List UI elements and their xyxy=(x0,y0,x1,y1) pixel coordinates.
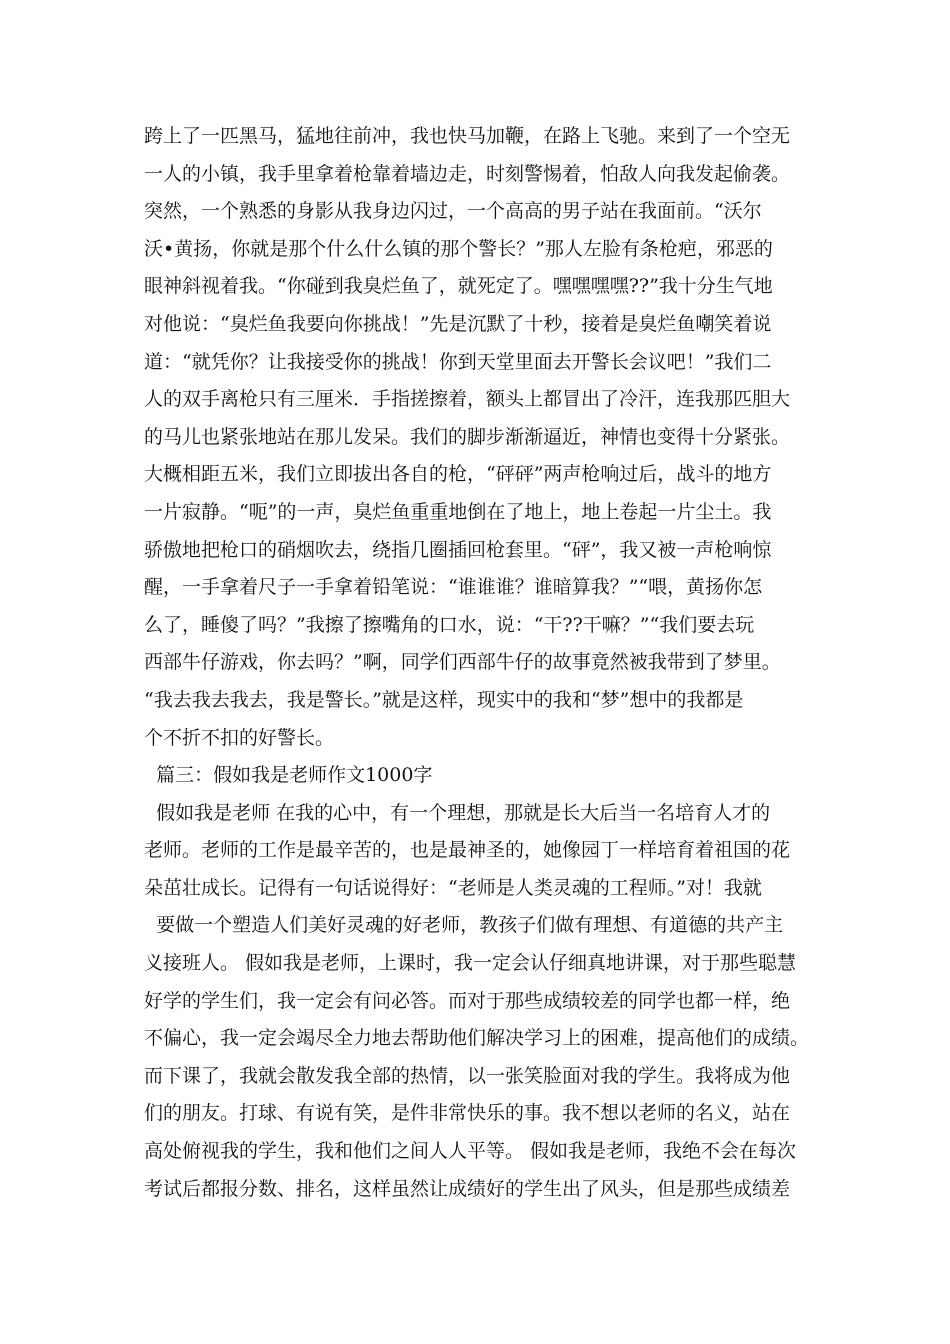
text-line: 要做一个塑造人们美好灵魂的好老师，教孩子们做有理想、有道德的共产主 xyxy=(144,914,784,937)
document-body xyxy=(144,118,814,1208)
text-line: 道：“就凭你？让我接受你的挑战！你到天堂里面去开警长会议吧！”我们二 xyxy=(144,350,772,373)
text-line: 么了，睡傻了吗？”我擦了擦嘴角的口水，说：“干??干嘛？”“我们要去玩 xyxy=(144,613,755,636)
text-line: 高处俯视我的学生，我和他们之间人人平等。 假如我是老师，我绝不会在每次 xyxy=(144,1140,797,1163)
text-line: 假如我是老师 在我的心中，有一个理想，那就是长大后当一名培育人才的 xyxy=(144,801,771,824)
text-line: 考试后都报分数、排名，这样虽然让成绩好的学生出了风头，但是那些成绩差 xyxy=(144,1177,791,1200)
text-line: 醒，一手拿着尺子一手拿着铅笔说：“谁谁谁？谁暗算我？”“喂，黄扬你怎 xyxy=(144,576,763,599)
text-line: 个不折不扣的好警长。 xyxy=(144,726,335,749)
text-line: 义接班人。 假如我是老师，上课时，我一定会认仔细真地讲课，对于那些聪慧 xyxy=(144,952,797,975)
text-line: 沃•黄扬，你就是那个什么什么镇的那个警长？”那人左脸有条枪疤，邪恶的 xyxy=(144,237,773,260)
text-line: 西部牛仔游戏，你去吗？”啊，同学们西部牛仔的故事竟然被我带到了梦里。 xyxy=(144,651,781,674)
text-line: 好学的学生们，我一定会有问必答。而对于那些成绩较差的同学也都一样，绝 xyxy=(144,989,791,1012)
text-line: 不偏心，我一定会竭尽全力地去帮助他们解决学习上的困难，提高他们的成绩。 xyxy=(144,1027,810,1050)
text-line: 骄傲地把枪口的硝烟吹去，绕指几圈插回枪套里。“砰”，我又被一声枪响惊 xyxy=(144,538,772,561)
text-line: 人的双手离枪只有三厘米．手指搓擦着，额头上都冒出了冷汗，连我那匹胆大 xyxy=(144,388,791,411)
text-line: 眼神斜视着我。“你碰到我臭烂鱼了，就死定了。嘿嘿嘿嘿??”我十分生气地 xyxy=(144,275,773,298)
text-line: 朵茁壮成长。记得有一句话说得好：“老师是人类灵魂的工程师。”对！我就 xyxy=(144,876,762,899)
text-line: 对他说：“臭烂鱼我要向你挑战！”先是沉默了十秒，接着是臭烂鱼嘲笑着说 xyxy=(144,312,772,335)
text-line: 大概相距五米，我们立即拔出各自的枪，“砰砰”两声枪响过后，战斗的地方 xyxy=(144,463,772,486)
text-line: “我去我去我去，我是警长。”就是这样，现实中的我和“梦”想中的我都是 xyxy=(144,688,744,711)
text-line: 一人的小镇，我手里拿着枪靠着墙边走，时刻警惕着，怕敌人向我发起偷袭。 xyxy=(144,162,791,185)
text-line: 们的朋友。打球、有说有笑，是件非常快乐的事。我不想以老师的名义，站在 xyxy=(144,1102,791,1125)
text-line: 突然，一个熟悉的身影从我身边闪过，一个高高的男子站在我面前。“沃尔 xyxy=(144,200,762,223)
text-line: 一片寂静。“呃”的一声，臭烂鱼重重地倒在了地上，地上卷起一片尘土。我 xyxy=(144,500,772,523)
text-line: 跨上了一匹黑马，猛地往前冲，我也快马加鞭，在路上飞驰。来到了一个空无 xyxy=(144,125,791,147)
text-line: 老师。老师的工作是最辛苦的，也是最神圣的，她像园丁一样培育着祖国的花 xyxy=(144,839,791,862)
text-line: 的马儿也紧张地站在那儿发呆。我们的脚步渐渐逼近，神情也变得十分紧张。 xyxy=(144,425,791,448)
section-heading: 篇三：假如我是老师作文1000字 xyxy=(144,764,433,787)
text-line: 而下课了，我就会散发我全部的热情，以一张笑脸面对我的学生。我将成为他 xyxy=(144,1064,791,1087)
